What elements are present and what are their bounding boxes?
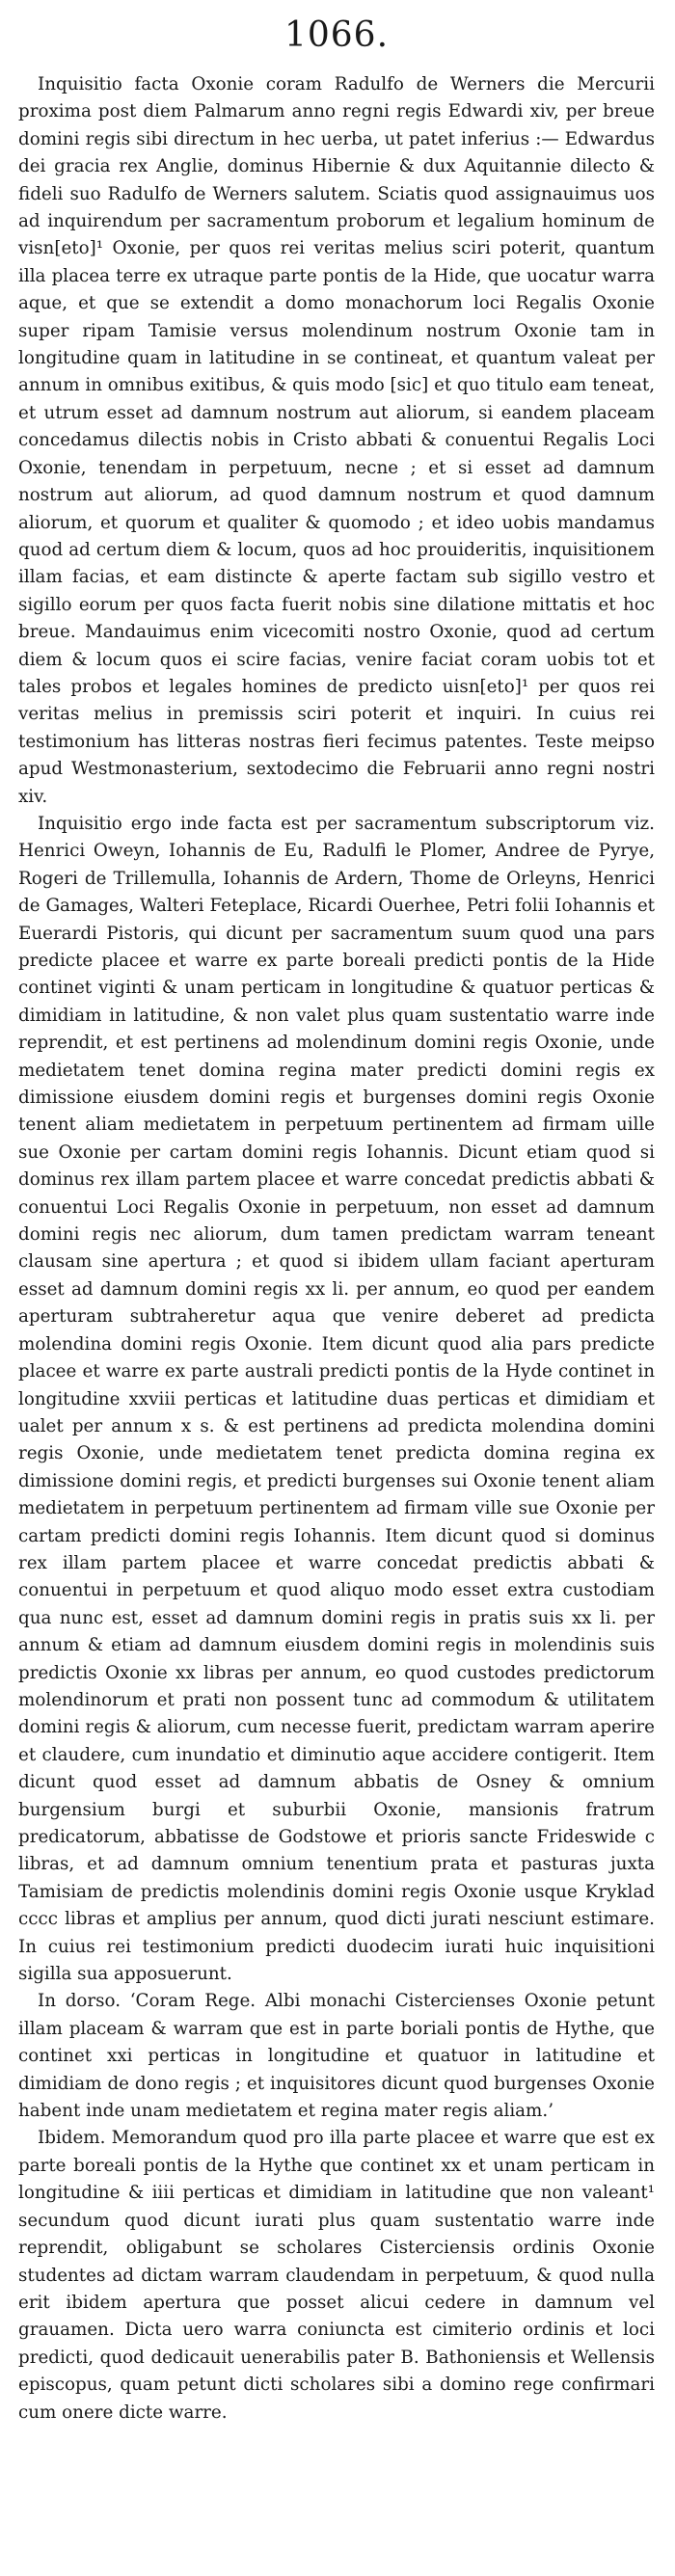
paragraph-inquisition-writ: Inquisitio facta Oxonie coram Radulfo de Werners die Mercurii proxima post diem Palmarum anno regni regis Edwardi xiv, per breue domini regis sibi directum in hec uerba, ut patet inferius :— Edwardus dei gracia rex Anglie, dominus Hibernie & dux Aquitannie dilecto & fideli suo Radulfo de Werners salutem. Sciatis quod assignauimus uos ad inquirendum per sacramentum proborum et legalium hominum de visn[eto]¹ Oxonie, per quos rei veritas melius sciri poterit, quantum illa placea terre ex utraque parte pontis de la Hide, que uocatur warra aque, et que se extendit a domo monachorum loci Regalis Oxonie super ripam Tamisie versus molendinum nostrum Oxonie tam in longitudine quam in latitudine in se contineat, et quantum valeat per annum in omnibus exitibus, & quis modo [sic] et quo titulo eam teneat, et utrum esset ad damnum nostrum aut aliorum, si eandem placeam concedamus dilectis nobis in Cristo abbati & conuentui Regalis Loci Oxonie, tenendam in perpetuum, necne ; et si esset ad damnum nostrum aut aliorum, ad quod damnum nostrum et quod damnum aliorum, et quorum et qualiter & quomodo ; et ideo uobis mandamus quod ad certum diem & locum, quos ad hoc prouideritis, inquisitionem illam facias, et eam distincte & aperte factam sub sigillo vestro et sigillo eorum per quos facta fuerit nobis sine dilatione mittatis et hoc breue. Mandauimus enim vicecomiti nostro Oxonie, quod ad certum diem & locum quos ei scire facias, venire faciat coram uobis tot et tales probos et legales homines de predicto uisn[eto]¹ per quos rei veritas melius in premissis sciri poterit et inquiri. In cuius rei testimonium has litteras nostras fieri fecimus patentes. Teste meipso apud Westmonasterium, sextodecimo die Februarii anno regni nostri xiv. xyxy=(18,74,656,807)
paragraph-dorso-endorsement: In dorso. ‘Coram Rege. Albi monachi Cistercienses Oxonie petunt illam placeam & warram que est in parte boriali pontis de Hythe, que continet xxi perticas in longitudine et quatuor in latitudine et dimidiam de dono regis ; et inquisitores dicunt quod burgenses Oxonie habent inde unam medietatem et regina mater regis aliam.’ xyxy=(18,1991,655,2122)
paragraph-memorandum: Ibidem. Memorandum quod pro illa parte placee et warre que est ex parte boreali pontis de la Hythe que continet xx et unam perticam in longitudine & iiii perticas et dimidiam in latitudine que non valeant¹ secundum quod dicunt iurati plus quam sustentatio warre inde reprendit, obligabunt se scholares Cisterciensis ordinis Oxonie studentes ad dictam warram claudendam in perpetuum, & quod nulla erit ibidem apertura que posset alicui cedere in damnum vel grauamen. Dicta uero warra coniuncta est cimiterio ordinis et loci predicti, quod dedicauit uenerabilis pater B. Bathoniensis et Wellensis episcopus, quam petunt dicti scholares sibi a domino rege confirmari cum onere dicte warre. xyxy=(18,2128,655,2423)
document-number: 1066. xyxy=(284,15,390,55)
paragraph-jurors-findings: Inquisitio ergo inde facta est per sacramentum subscriptorum viz. Henrici Oweyn, Iohannis de Eu, Radulfi le Plomer, Andree de Pyrye, Rogeri de Trillemulla, Iohannis de Ardern, Thome de Orleyns, Henrici de Gamages, Walteri Feteplace, Ricardi Ouerhee, Petri folii Iohannis et Euerardi Pistoris, qui dicunt per sacramentum suum quod una pars predicte placee et warre ex parte boreali predicti pontis de la Hide continet viginti & unam perticam in longitudine & quatuor perticas & dimidiam in latitudine, & non valet plus quam sustentatio warre inde reprendit, et est pertinens ad molendinum domini regis Oxonie, unde medietatem tenet domina regina mater predicti domini regis ex dimissione eiusdem domini regis et burgenses domini regis Oxonie tenent aliam medietatem in perpetuum pertinentem ad firmam uille sue Oxonie per cartam domini regis Iohannis. Dicunt etiam quod si dominus rex illam partem placee et warre concedat predictis abbati & conuentui Loci Regalis Oxonie in perpetuum, non esset ad damnum domini regis nec aliorum, dum tamen predictam warram teneant clausam sine apertura ; et quod si ibidem ullam faciant aperturam esset ad damnum domini regis xx li. per annum, eo quod per eandem aperturam subtraheretur aqua que venire deberet ad predicta molendina domini regis Oxonie. Item dicunt quod alia pars predicte placee et warre ex parte australi predicti pontis de la Hyde continet in longitudine xxviii perticas et latitudine duas perticas et dimidiam et ualet per annum x s. & est pertinens ad predicta molendina domini regis Oxonie, unde medietatem tenet predicta domina regina ex dimissione domini regis, et predicti burgenses sui Oxonie tenent aliam medietatem in perpetuum pertinentem ad firmam ville sue Oxonie per cartam predicti domini regis Iohannis. Item dicunt quod si dominus rex illam partem placee et warre concedat predictis abbati & conuentui in perpetuum et quod aliquo modo esset extra custodiam qua nunc est, esset ad damnum domini regis in pratis suis xx li. per annum & etiam ad damnum eiusdem domini regis in molendinis suis predictis Oxonie xx libras per annum, eo quod custodes predictorum molendinorum et prati non possent tunc ad commodum & utilitatem domini regis & aliorum, cum necesse fuerit, predictam warram aperire et claudere, cum inundatio et diminutio aque accidere contigerit. Item dicunt quod esset ad damnum abbatis de Osney & omnium burgensium burgi et suburbii Oxonie, mansionis fratrum predicatorum, abbatisse de Godstowe et prioris sancte Frideswide c libras, et ad damnum omnium tenentium prata et pasturas juxta Tamisiam de predictis molendinis domini regis Oxonie usque Kryklad cccc libras et amplius per annum, quod dicti jurati nesciunt estimare. In cuius rei testimonium predicti duodecim iurati huic inquisitioni sigilla sua apposuerunt. xyxy=(18,813,655,1985)
